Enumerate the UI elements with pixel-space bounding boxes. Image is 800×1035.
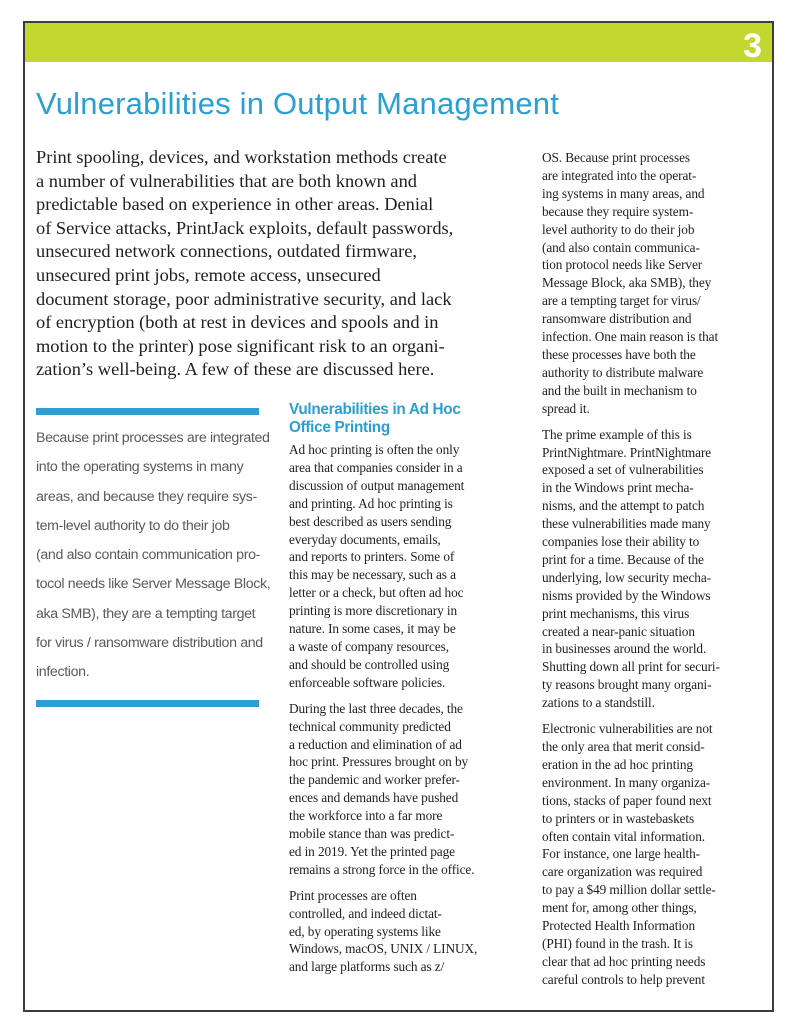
intro-line: zation’s well-being. A few of these are discussed here.: [36, 359, 435, 380]
section-heading: [289, 401, 517, 437]
body-line: spread it.: [542, 400, 590, 416]
body-line: ty reasons brought many organi-: [542, 677, 712, 693]
body-line: level authority to do their job: [542, 221, 695, 237]
body-line: and should be controlled using: [289, 656, 450, 672]
body-line: ing systems in many areas, and: [542, 185, 705, 201]
body-line: Windows, macOS, UNIX / LINUX,: [289, 941, 478, 957]
body-line: and the built in mechanism to: [542, 382, 697, 398]
page-frame: [23, 21, 774, 1012]
body-line: nisms, and the attempt to patch: [542, 498, 705, 514]
body-line: companies lose their ability to: [542, 534, 700, 550]
body-line: and large platforms such as z/: [289, 959, 445, 975]
body-line: discussion of output management: [289, 477, 465, 493]
pull-quote-line: areas, and because they require sys-: [36, 488, 257, 505]
intro-line: unsecured print jobs, remote access, unsecured: [36, 264, 381, 285]
pull-quote-line: into the operating systems in many: [36, 459, 244, 476]
body-line: ences and demands have pushed: [289, 790, 459, 806]
body-line: best described as users sending: [289, 513, 452, 529]
intro-line: a number of vulnerabilities that are both known and: [36, 170, 417, 191]
pull-quote-bottom-rule: [36, 700, 259, 707]
body-line: print for a time. Because of the: [542, 551, 704, 567]
body-line: tions, stacks of paper found next: [542, 792, 712, 808]
section-heading-line: Vulnerabilities in Ad Hoc: [289, 401, 461, 418]
body-line: Shutting down all print for securi-: [542, 659, 720, 675]
body-line: During the last three decades, the: [289, 700, 463, 716]
pull-quote-line: aka SMB), they are a tempting target: [36, 605, 256, 622]
body-line: Message Block, aka SMB), they: [542, 275, 712, 291]
pull-quote-line: infection.: [36, 664, 90, 681]
pull-quote-top-rule: [36, 408, 259, 415]
body-line: tion protocol needs like Server: [542, 257, 703, 273]
body-line: and printing. Ad hoc printing is: [289, 495, 453, 511]
body-line: area that companies consider in a: [289, 459, 463, 475]
body-line: print mechanisms, this virus: [542, 605, 690, 621]
body-line: ed in 2019. Yet the printed page: [289, 843, 455, 859]
intro-line: unsecured network connections, outdated firmware,: [36, 241, 417, 262]
body-paragraph: [542, 720, 759, 989]
right-column: [542, 149, 759, 997]
body-line: For instance, one large health-: [542, 846, 701, 862]
body-paragraph: [289, 700, 517, 879]
pull-quote-text: [36, 424, 271, 688]
intro-line: motion to the printer) pose significant risk to an organi-: [36, 335, 445, 356]
body-line: ment for, among other things,: [542, 900, 697, 916]
body-paragraph: [289, 441, 517, 692]
body-line: this may be necessary, such as a: [289, 567, 456, 583]
body-line: technical community predicted: [289, 718, 451, 734]
pull-quote-line: for virus / ransomware distribution and: [36, 635, 263, 652]
body-line: controlled, and indeed dictat-: [289, 905, 442, 921]
body-line: often contain vital information.: [542, 828, 705, 844]
body-line: to printers or in wastebaskets: [542, 810, 695, 826]
body-line: remains a strong force in the office.: [289, 861, 475, 877]
body-line: these processes have both the: [542, 346, 696, 362]
section-heading-line: Office Printing: [289, 419, 390, 436]
body-line: enforceable software policies.: [289, 674, 446, 690]
body-line: The prime example of this is: [542, 426, 692, 442]
intro-line: of Service attacks, PrintJack exploits, default passwords,: [36, 217, 454, 238]
body-line: letter or a check, but often ad hoc: [289, 585, 464, 601]
body-line: created a near-panic situation: [542, 623, 695, 639]
intro-line: of encryption (both at rest in devices and spools and in: [36, 312, 439, 333]
body-line: exposed a set of vulnerabilities: [542, 462, 704, 478]
body-line: nisms provided by the Windows: [542, 587, 711, 603]
body-line: the only area that merit consid-: [542, 739, 705, 754]
body-paragraph: [542, 149, 759, 418]
body-line: clear that ad hoc printing needs: [542, 953, 706, 969]
body-line: infection. One main reason is that: [542, 329, 719, 345]
page-title: Vulnerabilities in Output Management: [36, 86, 560, 121]
body-line: the workforce into a far more: [289, 808, 443, 824]
pull-quote-line: Because print processes are integrated: [36, 430, 270, 446]
pull-quote-line: tem-level authority to do their job: [36, 517, 230, 534]
body-line: hoc print. Pressures brought on by: [289, 754, 469, 770]
body-line: Electronic vulnerabilities are not: [542, 721, 713, 737]
body-line: nature. In some cases, it may be: [289, 621, 456, 637]
pull-quote-line: tocol needs like Server Message Block,: [36, 576, 271, 593]
body-line: because they require system-: [542, 203, 694, 219]
intro-line: predictable based on experience in other areas. Denial: [36, 194, 434, 215]
body-line: environment. In many organiza-: [542, 774, 711, 790]
body-line: PrintNightmare. PrintNightmare: [542, 444, 712, 460]
body-line: mobile stance than was predict-: [289, 826, 455, 842]
body-line: in the Windows print mecha-: [542, 480, 694, 496]
header-band: [25, 23, 772, 65]
body-line: underlying, low security mecha-: [542, 569, 711, 585]
pull-quote-line: (and also contain communication pro-: [36, 547, 260, 564]
body-line: a reduction and elimination of ad: [289, 736, 462, 752]
body-line: OS. Because print processes: [542, 150, 690, 165]
body-line: eration in the ad hoc printing: [542, 756, 693, 772]
body-line: are integrated into the operat-: [542, 167, 697, 183]
body-line: a waste of company resources,: [289, 638, 449, 654]
intro-paragraph: [36, 146, 506, 382]
pull-quote: [36, 408, 271, 707]
body-line: are a tempting target for virus/: [542, 293, 701, 309]
body-line: careful controls to help prevent: [542, 971, 705, 987]
body-line: Print processes are often: [289, 887, 417, 903]
body-paragraph: [542, 426, 759, 713]
body-line: everyday documents, emails,: [289, 531, 441, 547]
body-line: these vulnerabilities made many: [542, 516, 711, 532]
body-line: Protected Health Information: [542, 918, 696, 934]
body-line: printing is more discretionary in: [289, 603, 458, 619]
body-line: ransomware distribution and: [542, 311, 692, 327]
intro-line: Print spooling, devices, and workstation methods create: [36, 147, 447, 167]
body-line: to pay a $49 million dollar settle-: [542, 882, 716, 898]
body-line: (and also contain communica-: [542, 239, 700, 255]
body-line: care organization was required: [542, 864, 703, 880]
intro-line: document storage, poor administrative security, and lack: [36, 288, 452, 309]
body-line: Ad hoc printing is often the only: [289, 442, 460, 457]
body-line: the pandemic and worker prefer-: [289, 772, 460, 788]
body-line: (PHI) found in the trash. It is: [542, 935, 693, 951]
page-number: 3: [743, 27, 762, 65]
body-line: in businesses around the world.: [542, 641, 707, 657]
body-paragraph: [289, 887, 517, 977]
body-line: authority to distribute malware: [542, 364, 704, 380]
body-line: and reports to printers. Some of: [289, 549, 455, 565]
body-line: ed, by operating systems like: [289, 923, 441, 939]
body-line: zations to a standstill.: [542, 695, 655, 711]
middle-column: [289, 401, 517, 984]
